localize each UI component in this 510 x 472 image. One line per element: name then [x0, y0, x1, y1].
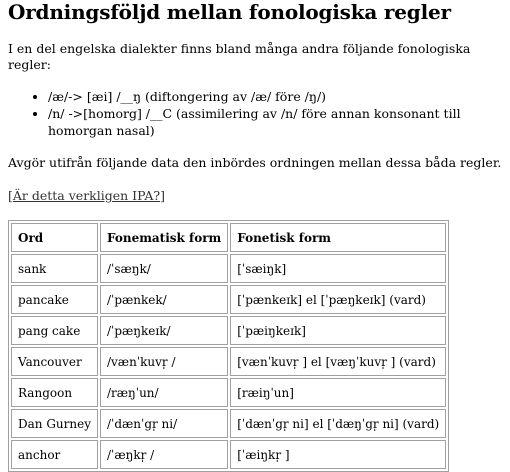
cell-word: anchor	[11, 440, 98, 469]
page-title: Ordningsföljd mellan fonologiska regler	[8, 0, 451, 24]
cell-phonemic: /ræŋˈun/	[100, 378, 228, 407]
table-row	[11, 378, 446, 407]
cell-phonetic: [ˈpænkeɪk] el [ˈpæŋkeɪk] (vard)	[230, 285, 446, 314]
data-table	[8, 220, 449, 472]
table-row	[11, 347, 446, 376]
cell-word: Rangoon	[11, 378, 98, 407]
table-row	[11, 285, 446, 314]
cell-phonemic: /ˈsæŋk/	[100, 254, 228, 283]
cell-word: pang cake	[11, 316, 98, 345]
cell-word: pancake	[11, 285, 98, 314]
cell-phonetic: [ˈdænˈgr̩ ni] el [ˈdæŋˈgr̩ ni] (vard)	[230, 409, 446, 438]
table-row	[11, 316, 446, 345]
column-header-ord: Ord	[11, 223, 98, 252]
table-header-row	[11, 223, 446, 252]
cell-word: Dan Gurney	[11, 409, 98, 438]
cell-phonemic: /ˈpæŋkeɪk/	[100, 316, 228, 345]
cell-phonetic: [ræiŋˈun]	[230, 378, 446, 407]
rule-item: • /n/ ->[homorg] /__C (assimilering av /n/ före annan konsonant till homorgan nasal)	[48, 105, 502, 139]
cell-phonemic: /ˈæŋkr̩ /	[100, 440, 228, 469]
cell-phonetic: [vænˈkuvr̩ ] el [væŋˈkuvr̩ ] (vard)	[230, 347, 446, 376]
table-row	[11, 409, 446, 438]
cell-phonetic: [ˈæiŋkr̩ ]	[230, 440, 446, 469]
column-header-fonetisk: Fonetisk form	[230, 223, 446, 252]
ipa-link-line	[8, 188, 502, 204]
bracket-open: [	[8, 188, 13, 203]
bracket-close: ]	[160, 188, 165, 203]
cell-phonemic: /ˈdænˈgr̩ ni/	[100, 409, 228, 438]
intro-text: I en del engelska dialekter finns bland många andra följande fonologiska regler:	[8, 41, 471, 72]
table-row	[11, 254, 446, 283]
cell-phonemic: /ˈpænkek/	[100, 285, 228, 314]
rule-list	[8, 88, 502, 139]
rule-item: • /æ/-> [æi] /__ŋ (diftongering av /æ/ före /ŋ/)	[48, 88, 502, 105]
cell-word: Vancouver	[11, 347, 98, 376]
cell-word: sank	[11, 254, 98, 283]
question-text: Avgör utifrån följande data den inbördes ordningen mellan dessa båda regler.	[8, 155, 502, 170]
column-header-fonematisk: Fonematisk form	[100, 223, 228, 252]
ipa-link[interactable]: Är detta verkligen IPA?	[12, 188, 161, 203]
cell-phonetic: [ˈpæiŋkeɪk]	[230, 316, 446, 345]
cell-phonemic: /vænˈkuvr̩ /	[100, 347, 228, 376]
cell-phonetic: [ˈsæiŋk]	[230, 254, 446, 283]
table-row	[11, 440, 446, 469]
